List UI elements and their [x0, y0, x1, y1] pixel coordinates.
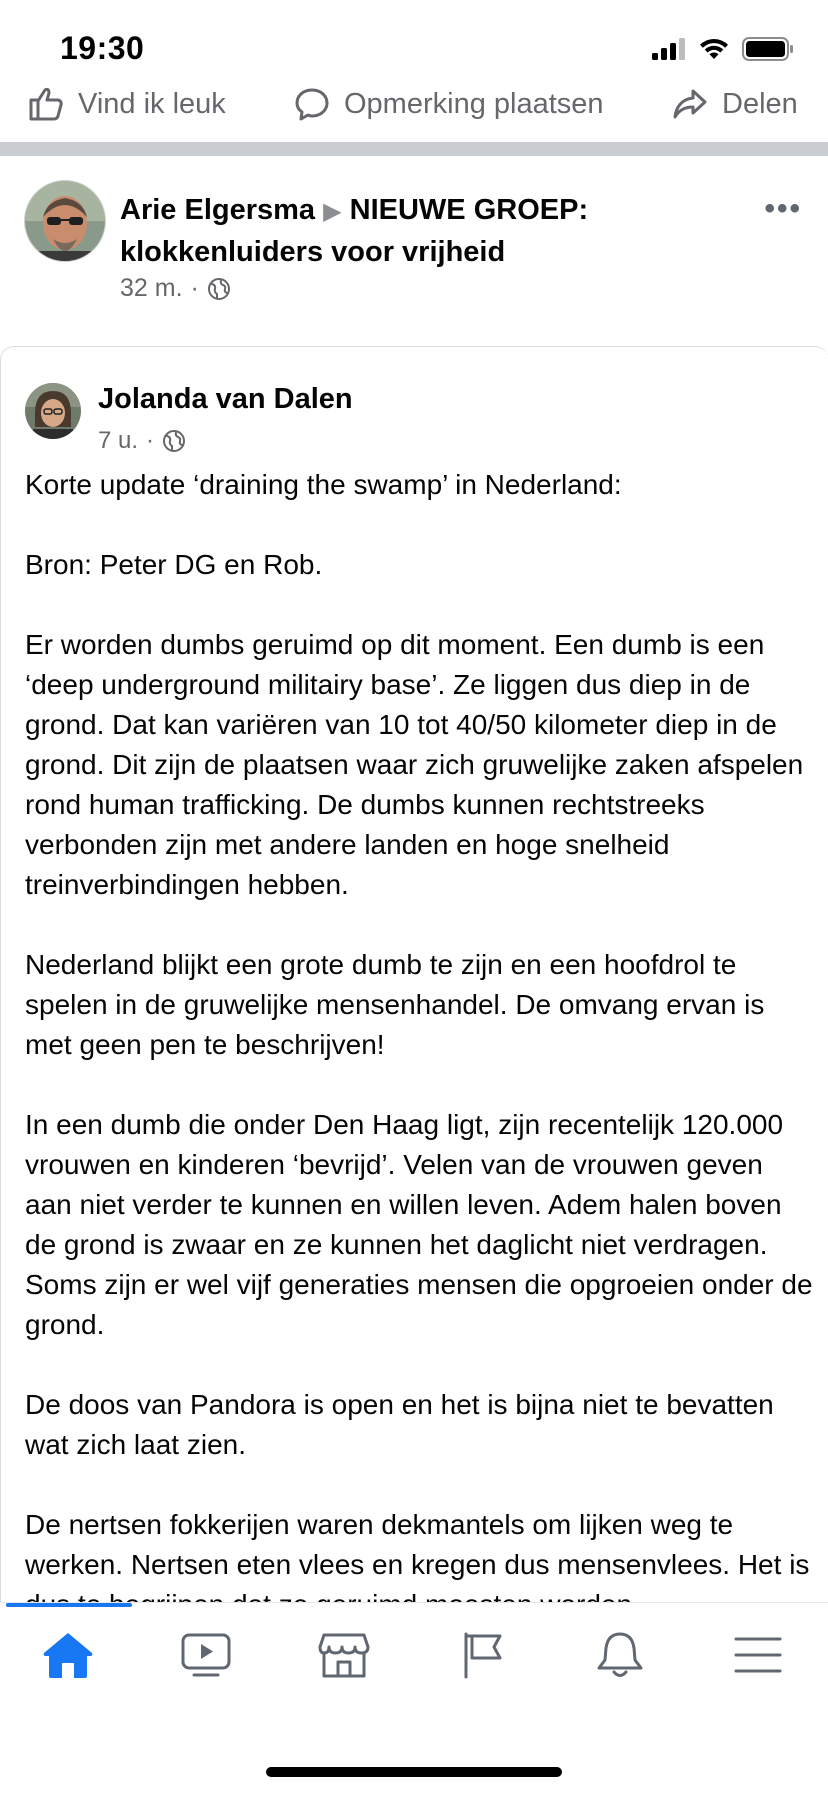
- comment-icon: [294, 86, 330, 122]
- original-post-card: [0, 346, 828, 1607]
- active-tab-indicator: [6, 1603, 132, 1607]
- comment-button[interactable]: [294, 86, 604, 122]
- home-icon: [42, 1631, 94, 1679]
- tab-menu[interactable]: [718, 1625, 798, 1685]
- profile-photo-jolanda: [25, 383, 81, 439]
- globe-icon: [207, 277, 231, 301]
- share-label: Delen: [722, 87, 798, 120]
- original-author-name[interactable]: Jolanda van Dalen: [98, 383, 353, 415]
- previous-post-actions: [0, 82, 828, 124]
- post-paragraph: In een dumb die onder Den Haag ligt, zijn recentelijk 120.000 vrouwen en kinderen ‘bevrijd’. Velen van de vrouwen geven aan niet verder te kunnen en willen leven. Adem halen boven de grond is zwaar en ze kunnen het daglicht niet verdragen. Soms zijn er wel vijf generaties mensen die opgroeien onder de grond.: [25, 1109, 813, 1340]
- post-paragraph: De nertsen fokkerijen waren dekmantels om lijken weg te werken. Nertsen eten vlees en kregen dus mensenvlees. Het is: [25, 1509, 810, 1580]
- comment-label: Opmerking plaatsen: [344, 87, 604, 120]
- post-paragraph: Korte update ‘draining the swamp’ in Nederland:: [25, 469, 622, 500]
- share-button[interactable]: [672, 86, 798, 122]
- original-post-meta: [98, 427, 186, 455]
- status-icons: [652, 34, 794, 64]
- feed-separator: [0, 142, 828, 156]
- original-post-time[interactable]: 7 u.: [98, 427, 139, 454]
- status-bar: [0, 0, 828, 80]
- cellular-signal-icon: [652, 38, 686, 60]
- tab-notifications[interactable]: [580, 1625, 660, 1685]
- menu-icon: [732, 1631, 784, 1679]
- tab-video[interactable]: [166, 1625, 246, 1685]
- post-body: [25, 465, 815, 1665]
- home-indicator[interactable]: [266, 1767, 562, 1777]
- globe-icon: [162, 429, 186, 453]
- avatar[interactable]: [24, 180, 106, 262]
- shared-post-header: [0, 156, 828, 346]
- marketplace-icon: [318, 1631, 370, 1679]
- like-label: Vind ik leuk: [78, 87, 226, 120]
- more-options-button[interactable]: •••: [764, 192, 802, 225]
- thumbs-up-icon: [28, 86, 64, 122]
- avatar[interactable]: [25, 383, 81, 439]
- group-name[interactable]: NIEUWE GROEP: klokkenluiders voor vrijheid: [120, 194, 589, 268]
- like-button[interactable]: [28, 86, 226, 122]
- battery-icon: [742, 37, 794, 61]
- pages-flag-icon: [456, 1631, 508, 1679]
- notifications-bell-icon: [594, 1631, 646, 1679]
- video-icon: [180, 1631, 232, 1679]
- meta-dot: ·: [190, 274, 199, 302]
- post-paragraph: Er worden dumbs geruimd op dit moment. Een dumb is een ‘deep underground militairy base’. Ze liggen dus diep in de grond. Dat kan variëren van 10 tot 40/50 kilometer diep in de grond. Dit zijn de plaatsen waar zich gruwelijke zaken afspelen rond human trafficking. De dumbs kunnen rechtstreeks verbonden zijn met andere landen en hoge snelheid treinverbindingen hebben.: [25, 629, 804, 900]
- post-paragraph: Bron: Peter DG en Rob.: [25, 549, 323, 580]
- post-paragraph: De doos van Pandora is open en het is bijna niet te bevatten wat zich laat zien.: [25, 1389, 774, 1460]
- post-paragraph: Nederland blijkt een grote dumb te zijn en een hoofdrol te spelen in de gruwelijke mensenhandel. De omvang ervan is met geen pen te beschrijven!: [25, 949, 765, 1060]
- tab-home[interactable]: [28, 1625, 108, 1685]
- meta-dot: ·: [146, 427, 155, 454]
- wifi-icon: [698, 37, 730, 61]
- shared-post-meta: [120, 274, 231, 303]
- tab-pages[interactable]: [442, 1625, 522, 1685]
- bottom-tab-bar: [0, 1602, 828, 1793]
- share-icon: [672, 86, 708, 122]
- share-arrow-icon: ▶: [323, 198, 342, 225]
- profile-photo-arie: [25, 181, 105, 261]
- tab-marketplace[interactable]: [304, 1625, 384, 1685]
- sharer-name[interactable]: Arie Elgersma: [120, 194, 316, 226]
- status-time: 19:30: [60, 30, 145, 66]
- shared-post-time[interactable]: 32 m.: [120, 274, 183, 302]
- shared-post-title: [120, 190, 640, 272]
